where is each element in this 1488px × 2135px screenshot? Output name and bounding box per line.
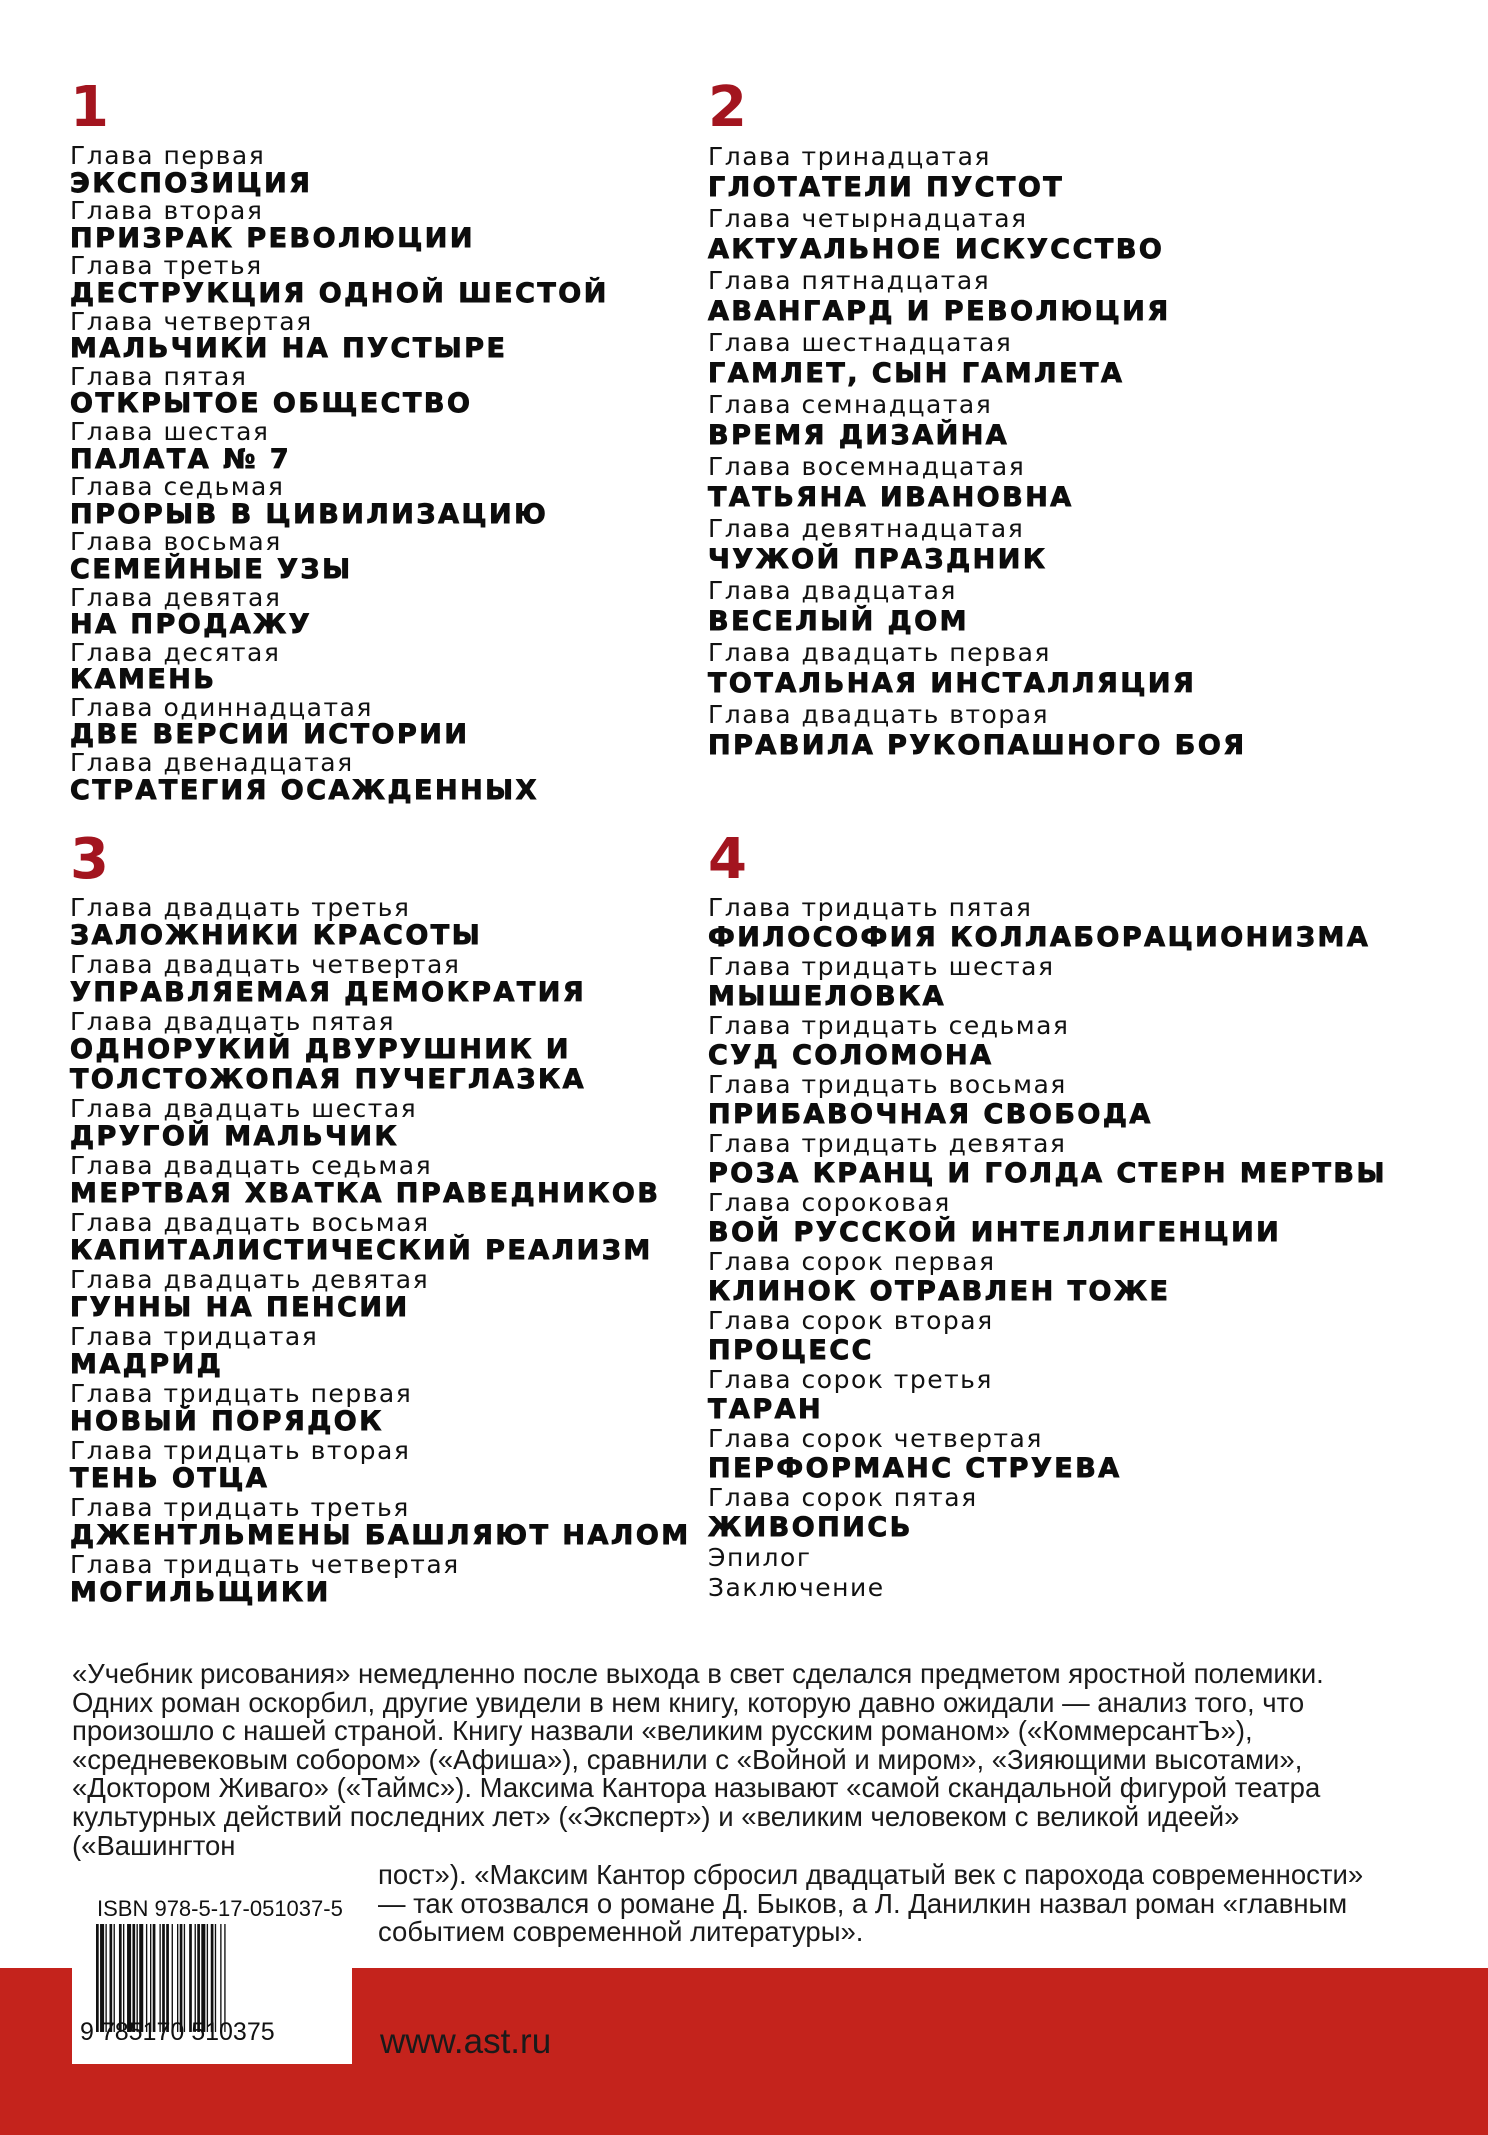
chapter-entry [708, 1189, 1387, 1248]
chapter-entry [708, 452, 1247, 514]
chapter-title: ПРИБАВОЧНАЯ СВОБОДА [708, 1099, 1153, 1130]
chapter-label: Глава тридцать седьмая [708, 1011, 1070, 1040]
chapter-entry [70, 1266, 691, 1323]
chapter-entry [70, 142, 609, 197]
chapter-entry [708, 1484, 1387, 1543]
chapter-entry [70, 363, 609, 418]
chapter-title: КАПИТАЛИСТИЧЕСКИЙ РЕАЛИЗМ [70, 1235, 653, 1266]
annotation-text: «Учебник рисования» немедленно после выхода в свет сделался предметом яростной полемики. Одних роман оскорбил, другие увидели в нем книгу, которую давно ожидали — анализ того, что произошло с нашей страной. Книгу назвали «великим русским романом» («КоммерсантЪ»), «средневековым собором» («Афиша»), сравнили с «Войной и миром», «Зияющими высотами», «Доктором Живаго» («Таймс»). Максима Кантора называют «самой скандальной фигурой театра культурных действий последних лет» («Эксперт») и «великим человеком с великой идеей» («Вашингтон [72, 1658, 1324, 1861]
chapter-title: КЛИНОК ОТРАВЛЕН ТОЖЕ [708, 1276, 1171, 1307]
chapter-entry [70, 1152, 691, 1209]
chapter-label: Глава четырнадцатая [708, 204, 1028, 233]
chapter-label: Глава двенадцатая [70, 748, 354, 778]
chapter-label: Глава двадцать первая [708, 638, 1051, 667]
chapter-entry [70, 418, 609, 473]
chapter-label: Глава тридцать восьмая [708, 1070, 1067, 1099]
publisher-website[interactable]: www.ast.ru [380, 2022, 552, 2061]
chapter-title: ПРОРЫВ В ЦИВИЛИЗАЦИЮ [70, 498, 549, 530]
chapter-label: Глава одиннадцатая [70, 692, 373, 722]
chapter-label: Глава тридцать четвертая [70, 1550, 460, 1579]
chapter-entry [708, 266, 1247, 328]
chapter-entry [708, 1248, 1387, 1307]
chapter-title: ЖИВОПИСЬ [708, 1512, 913, 1543]
chapter-title: ВЕСЕЛЫЙ ДОМ [708, 606, 970, 637]
chapter-title: ПЕРФОРМАНС СТРУЕВА [708, 1453, 1122, 1484]
chapter-label: Глава семнадцатая [708, 390, 993, 419]
chapter-title: ДВЕ ВЕРСИИ ИСТОРИИ [70, 719, 470, 751]
chapter-entry [70, 749, 609, 804]
chapter-title: СУД СОЛОМОНА [708, 1040, 994, 1071]
chapter-label: Глава двадцать восьмая [70, 1208, 430, 1237]
part-number: 1 [70, 75, 109, 140]
chapter-entry [708, 1366, 1387, 1425]
chapter-label: Глава восемнадцатая [708, 452, 1026, 481]
chapter-entry [708, 328, 1247, 390]
chapter-label: Глава сорок вторая [708, 1306, 994, 1335]
chapter-label: Глава пятнадцатая [708, 266, 991, 295]
chapter-title: ТЕНЬ ОТЦА [70, 1463, 270, 1494]
part-number: 2 [708, 75, 747, 140]
chapter-title: ТОТАЛЬНАЯ ИНСТАЛЛЯЦИЯ [708, 668, 1197, 699]
part-2 [708, 75, 1247, 762]
chapter-title: ГАМЛЕТ, СЫН ГАМЛЕТА [708, 358, 1125, 389]
chapter-title: РОЗА КРАНЦ И ГОЛДА СТЕРН МЕРТВЫ [708, 1158, 1387, 1189]
chapter-label: Глава шестнадцатая [708, 328, 1013, 357]
chapter-entry [708, 894, 1387, 953]
chapter-label: Глава двадцать четвертая [70, 950, 461, 979]
part-4 [708, 827, 1387, 1603]
chapter-title: ЭКСПОЗИЦИЯ [70, 167, 313, 199]
chapter-title: ТАТЬЯНА ИВАНОВНА [708, 482, 1074, 513]
chapter-label: Глава тридцать шестая [708, 952, 1055, 981]
chapter-label: Глава девятнадцатая [708, 514, 1025, 543]
chapter-title: ПРИЗРАК РЕВОЛЮЦИИ [70, 222, 475, 254]
chapter-label: Глава третья [70, 251, 263, 281]
chapter-entry [708, 204, 1247, 266]
chapter-label: Глава восьмая [70, 527, 282, 557]
chapter-entry [708, 1071, 1387, 1130]
chapter-label: Глава тридцать девятая [708, 1129, 1067, 1158]
chapter-entry [708, 514, 1247, 576]
chapter-title: СЕМЕЙНЫЕ УЗЫ [70, 553, 353, 585]
epilogue: Эпилог [708, 1543, 812, 1572]
chapter-title: АВАНГАРД И РЕВОЛЮЦИЯ [708, 296, 1171, 327]
chapter-entry [70, 1008, 691, 1095]
chapter-label: Глава двадцать пятая [70, 1007, 396, 1036]
chapter-entry [708, 390, 1247, 452]
chapter-title: МОГИЛЬЩИКИ [70, 1577, 331, 1608]
chapter-label: Глава двадцать седьмая [70, 1151, 433, 1180]
chapter-label: Глава шестая [70, 416, 270, 446]
chapter-title: ГЛОТАТЕЛИ ПУСТОТ [708, 172, 1065, 203]
chapter-title: НА ПРОДАЖУ [70, 609, 313, 641]
chapter-entry [70, 951, 691, 1008]
chapter-label: Глава двадцать вторая [708, 700, 1050, 729]
chapter-entry [708, 953, 1387, 1012]
chapter-label: Глава вторая [70, 196, 264, 226]
chapter-title: ВРЕМЯ ДИЗАЙНА [708, 420, 1010, 451]
chapter-entry [70, 1551, 691, 1608]
chapter-title: МАДРИД [70, 1349, 224, 1380]
chapter-label: Глава тридцать первая [70, 1379, 413, 1408]
chapter-title: ТАРАН [708, 1394, 824, 1425]
chapter-label: Глава первая [70, 141, 266, 170]
chapter-entry [708, 638, 1247, 700]
chapter-entry [70, 639, 609, 694]
chapter-label: Глава десятая [70, 637, 281, 667]
chapter-title: НОВЫЙ ПОРЯДОК [70, 1406, 384, 1437]
chapter-entry [708, 1130, 1387, 1189]
chapter-entry [70, 252, 609, 307]
chapter-title: МЫШЕЛОВКА [708, 981, 947, 1012]
chapter-title: ДЖЕНТЛЬМЕНЫ БАШЛЯЮТ НАЛОМ [70, 1520, 691, 1551]
chapter-label: Глава седьмая [70, 472, 285, 502]
barcode-bars [96, 1924, 332, 2032]
chapter-title: КАМЕНЬ [70, 664, 217, 696]
chapter-title: ОДНОРУКИЙ ДВУРУШНИК И [70, 1034, 571, 1065]
part-1 [70, 75, 609, 806]
chapter-entry [70, 1380, 691, 1437]
chapter-title: СТРАТЕГИЯ ОСАЖДЕННЫХ [70, 774, 539, 806]
chapter-label: Глава двадцать девятая [70, 1265, 430, 1294]
chapter-label: Глава тридцать пятая [708, 893, 1033, 922]
chapter-label: Глава тридцать вторая [70, 1436, 411, 1465]
chapter-label: Глава сороковая [708, 1188, 951, 1217]
chapter-entry [70, 1323, 691, 1380]
chapter-label: Глава пятая [70, 361, 248, 391]
chapter-entry [708, 1307, 1387, 1366]
chapter-entry [70, 1209, 691, 1266]
chapter-entry [708, 142, 1247, 204]
barcode-digits: 9 785170 510375 [80, 2018, 275, 2046]
chapter-title: ДЕСТРУКЦИЯ ОДНОЙ ШЕСТОЙ [70, 277, 609, 309]
chapter-label: Глава сорок четвертая [708, 1424, 1043, 1453]
chapter-entry [70, 308, 609, 363]
chapter-entry [70, 197, 609, 252]
chapter-label: Глава двадцать шестая [70, 1094, 418, 1123]
part-number: 3 [70, 827, 109, 892]
chapter-title: ОТКРЫТОЕ ОБЩЕСТВО [70, 388, 473, 420]
chapter-title: ГУННЫ НА ПЕНСИИ [70, 1292, 410, 1323]
chapter-title: УПРАВЛЯЕМАЯ ДЕМОКРАТИЯ [70, 977, 587, 1008]
chapter-label: Глава сорок третья [708, 1365, 993, 1394]
chapter-title: ЗАЛОЖНИКИ КРАСОТЫ [70, 920, 483, 951]
chapter-entry [70, 894, 691, 951]
chapter-entry [70, 694, 609, 749]
chapter-entry [70, 528, 609, 583]
annotation-text-continued: пост»). «Максим Кантор сбросил двадцатый век с парохода современности» — так отозвался о романе Д. Быков, а Л. Данилкин назвал роман «главным событием современной литературы». [378, 1859, 1364, 1948]
chapter-label: Глава двадцать третья [70, 893, 411, 922]
chapter-entry [70, 584, 609, 639]
chapter-title: ДРУГОЙ МАЛЬЧИК [70, 1121, 400, 1152]
isbn-label: ISBN 978-5-17-051037-5 [97, 1896, 343, 1921]
chapter-title: МЕРТВАЯ ХВАТКА ПРАВЕДНИКОВ [70, 1178, 661, 1209]
chapter-entry [70, 1494, 691, 1551]
chapter-label: Глава сорок пятая [708, 1483, 978, 1512]
part-number: 4 [708, 827, 747, 892]
chapter-title: ВОЙ РУССКОЙ ИНТЕЛЛИГЕНЦИИ [708, 1217, 1282, 1248]
chapter-title: ПРОЦЕСС [708, 1335, 874, 1366]
chapter-entry [708, 700, 1247, 762]
chapter-entry [708, 1012, 1387, 1071]
chapter-title-line2: ТОЛСТОЖОПАЯ ПУЧЕГЛАЗКА [70, 1064, 587, 1095]
part-3 [70, 827, 691, 1608]
chapter-label: Глава тридцать третья [70, 1493, 410, 1522]
chapter-label: Глава сорок первая [708, 1247, 996, 1276]
chapter-entry [70, 473, 609, 528]
chapter-label: Глава тридцатая [70, 1322, 319, 1351]
chapter-entry [70, 1095, 691, 1152]
chapter-label: Глава девятая [70, 582, 282, 612]
chapter-title: ФИЛОСОФИЯ КОЛЛАБОРАЦИОНИЗМА [708, 922, 1371, 953]
chapter-label: Глава четвертая [70, 306, 313, 336]
chapter-title: ЧУЖОЙ ПРАЗДНИК [708, 544, 1048, 575]
chapter-entry [70, 1437, 691, 1494]
chapter-label: Глава тринадцатая [708, 142, 991, 171]
chapter-title: ПРАВИЛА РУКОПАШНОГО БОЯ [708, 730, 1247, 761]
conclusion: Заключение [708, 1573, 885, 1602]
chapter-entry [708, 576, 1247, 638]
chapter-title: МАЛЬЧИКИ НА ПУСТЫРЕ [70, 333, 508, 365]
chapter-label: Глава двадцатая [708, 576, 957, 605]
chapter-title: АКТУАЛЬНОЕ ИСКУССТВО [708, 234, 1165, 265]
chapter-entry [708, 1425, 1387, 1484]
chapter-title: ПАЛАТА № 7 [70, 443, 292, 475]
